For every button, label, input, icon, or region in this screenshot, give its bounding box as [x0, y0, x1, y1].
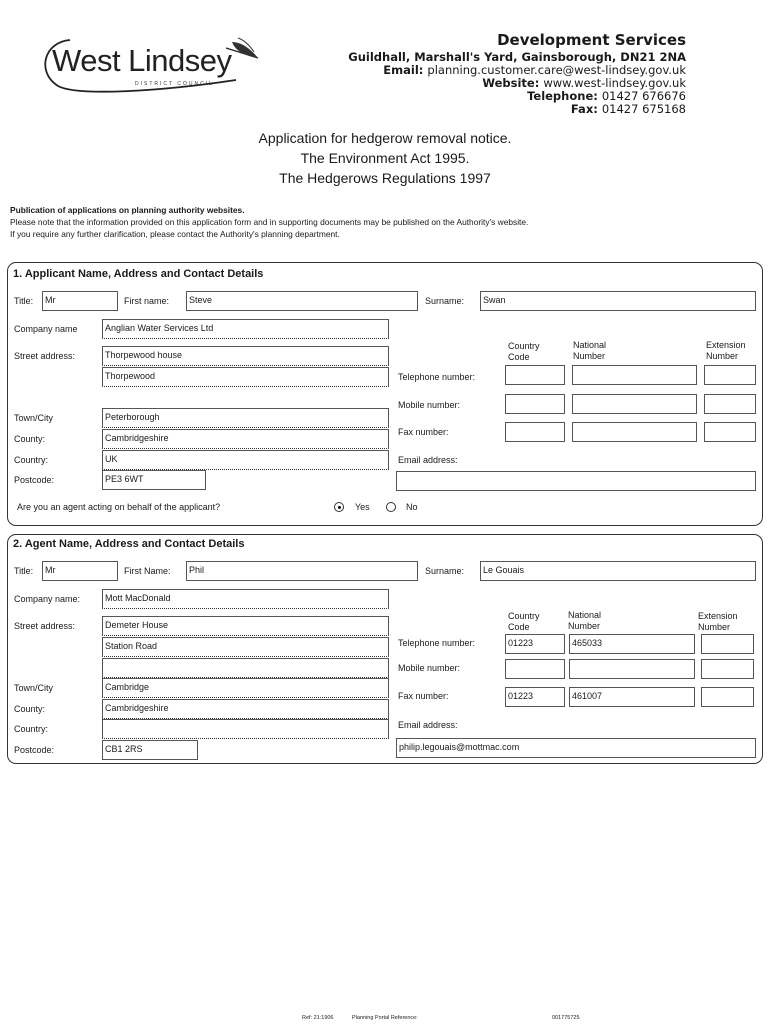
agent-street-field-3[interactable] [102, 658, 389, 678]
fax-value: 01427 675168 [601, 102, 686, 116]
applicant-street-field-1[interactable]: Thorpewood house [102, 346, 389, 366]
council-logo [36, 28, 268, 98]
agent-email-field[interactable]: philip.legouais@mottmac.com [396, 738, 756, 758]
email-value: planning.customer.care@west-lindsey.gov.uk [427, 63, 686, 77]
agent-question: Are you an agent acting on behalf of the applicant? [17, 502, 221, 512]
publication-note-1: Please note that the information provided on this application form and in supporting documents may be published on the Authority's website. [10, 217, 529, 227]
radio-selected-dot [338, 506, 341, 509]
applicant-section-title: 1. Applicant Name, Address and Contact Details [13, 268, 264, 280]
dept-fax [571, 103, 686, 116]
agent-mobile-label: Mobile number: [398, 663, 461, 673]
footer-portal-label: Planning Portal Reference: [352, 1015, 418, 1021]
applicant-email-field[interactable] [396, 471, 756, 491]
applicant-first-name-label: First name: [124, 296, 170, 306]
dept-name: Development Services [497, 31, 686, 49]
applicant-surname-field[interactable]: Swan [480, 291, 756, 311]
form-title-line3: The Hedgerows Regulations 1997 [279, 170, 491, 186]
agent-postcode-field[interactable]: CB1 2RS [102, 740, 198, 760]
telephone-value: 01427 676676 [601, 89, 686, 103]
applicant-country-code-header-1: Country [508, 341, 540, 351]
form-title-line1: Application for hedgerow removal notice. [258, 130, 512, 146]
applicant-national-header-2: Number [573, 351, 606, 361]
applicant-street-label: Street address: [14, 351, 76, 361]
applicant-extension-header [706, 340, 746, 362]
agent-country-code-header-2: Code [508, 622, 530, 632]
agent-town-field[interactable]: Cambridge [102, 678, 389, 698]
applicant-postcode-field[interactable]: PE3 6WT [102, 470, 206, 490]
applicant-country-code-header [508, 341, 540, 363]
agent-fax-number-field[interactable]: 461007 [569, 687, 695, 707]
applicant-street-field-2[interactable]: Thorpewood [102, 367, 389, 387]
applicant-tel-ext-field[interactable] [704, 365, 756, 385]
telephone-label: Telephone: [527, 89, 598, 103]
applicant-mobile-code-field[interactable] [505, 394, 565, 414]
agent-country-code-header [508, 611, 540, 633]
publication-note-2: If you require any further clarification, please contact the Authority's planning department. [10, 229, 340, 239]
logo-name: West Lindsey [52, 43, 232, 78]
agent-first-name-label: First Name: [124, 566, 171, 576]
agent-section-title: 2. Agent Name, Address and Contact Details [13, 538, 245, 550]
agent-street-field-2[interactable]: Station Road [102, 637, 389, 657]
agent-tel-ext-field[interactable] [701, 634, 754, 654]
agent-street-label: Street address: [14, 621, 76, 631]
applicant-email-label: Email address: [398, 455, 458, 465]
applicant-telephone-label: Telephone number: [398, 372, 476, 382]
agent-country-code-header-1: Country [508, 611, 540, 621]
agent-extension-header [698, 611, 738, 633]
agent-tel-code-field[interactable]: 01223 [505, 634, 565, 654]
applicant-fax-number-field[interactable] [572, 422, 697, 442]
agent-extension-header-2: Number [698, 622, 731, 632]
applicant-fax-label: Fax number: [398, 427, 449, 437]
applicant-mobile-number-field[interactable] [572, 394, 697, 414]
applicant-fax-ext-field[interactable] [704, 422, 756, 442]
agent-fax-code-field[interactable]: 01223 [505, 687, 565, 707]
agent-county-field[interactable]: Cambridgeshire [102, 699, 389, 719]
dept-address: Guildhall, Marshall's Yard, Gainsborough, DN21 2NA [348, 50, 686, 64]
agent-company-label: Company name: [14, 594, 81, 604]
agent-no-radio[interactable] [386, 502, 396, 512]
agent-surname-label: Surname: [425, 566, 465, 576]
applicant-tel-number-field[interactable] [572, 365, 697, 385]
agent-country-label: Country: [14, 724, 49, 734]
agent-fax-label: Fax number: [398, 691, 449, 701]
applicant-extension-header-1: Extension [706, 340, 746, 350]
agent-email-label: Email address: [398, 720, 458, 730]
website-value: www.west-lindsey.gov.uk [543, 76, 686, 90]
agent-national-header [568, 610, 601, 632]
website-label: Website: [482, 76, 540, 90]
applicant-mobile-label: Mobile number: [398, 400, 461, 410]
logo-subtitle: DISTRICT COUNCIL [135, 81, 214, 87]
applicant-town-label: Town/City [14, 413, 54, 423]
fax-label: Fax: [570, 102, 598, 116]
agent-company-field[interactable]: Mott MacDonald [102, 589, 389, 609]
applicant-first-name-field[interactable]: Steve [186, 291, 418, 311]
agent-country-field[interactable] [102, 719, 389, 739]
applicant-national-header [573, 340, 606, 362]
agent-yes-radio[interactable] [334, 502, 344, 512]
footer-ref: Ref: 21:1906 [302, 1015, 334, 1021]
agent-mobile-number-field[interactable] [569, 659, 695, 679]
applicant-company-field[interactable]: Anglian Water Services Ltd [102, 319, 389, 339]
agent-postcode-label: Postcode: [14, 745, 55, 755]
agent-yes-label: Yes [355, 502, 370, 512]
agent-telephone-label: Telephone number: [398, 638, 476, 648]
applicant-tel-code-field[interactable] [505, 365, 565, 385]
applicant-title-label: Title: [14, 296, 34, 306]
applicant-country-code-header-2: Code [508, 352, 530, 362]
agent-no-label: No [406, 502, 418, 512]
agent-fax-ext-field[interactable] [701, 687, 754, 707]
agent-surname-field[interactable]: Le Gouais [480, 561, 756, 581]
agent-mobile-ext-field[interactable] [701, 659, 754, 679]
applicant-postcode-label: Postcode: [14, 475, 55, 485]
footer-portal-ref: 001775725 [552, 1015, 580, 1021]
agent-county-label: County: [14, 704, 46, 714]
applicant-fax-code-field[interactable] [505, 422, 565, 442]
applicant-county-label: County: [14, 434, 46, 444]
agent-title-label: Title: [14, 566, 34, 576]
agent-national-header-2: Number [568, 621, 601, 631]
agent-extension-header-1: Extension [698, 611, 738, 621]
applicant-town-field[interactable]: Peterborough [102, 408, 389, 428]
agent-street-field-1[interactable]: Demeter House [102, 616, 389, 636]
applicant-country-label: Country: [14, 455, 49, 465]
applicant-national-header-1: National [573, 340, 607, 350]
applicant-surname-label: Surname: [425, 296, 465, 306]
agent-title-field[interactable]: Mr [42, 561, 118, 581]
publication-heading: Publication of applications on planning authority websites. [10, 205, 245, 215]
agent-mobile-code-field[interactable] [505, 659, 565, 679]
agent-first-name-field[interactable]: Phil [186, 561, 418, 581]
email-label: Email: [383, 63, 424, 77]
agent-national-header-1: National [568, 610, 602, 620]
applicant-extension-header-2: Number [706, 351, 739, 361]
form-title-line2: The Environment Act 1995. [300, 150, 470, 166]
agent-town-label: Town/City [14, 683, 54, 693]
applicant-county-field[interactable]: Cambridgeshire [102, 429, 389, 449]
applicant-country-field[interactable]: UK [102, 450, 389, 470]
applicant-title-field[interactable]: Mr [42, 291, 118, 311]
agent-tel-number-field[interactable]: 465033 [569, 634, 695, 654]
applicant-mobile-ext-field[interactable] [704, 394, 756, 414]
applicant-company-label: Company name [14, 324, 78, 334]
